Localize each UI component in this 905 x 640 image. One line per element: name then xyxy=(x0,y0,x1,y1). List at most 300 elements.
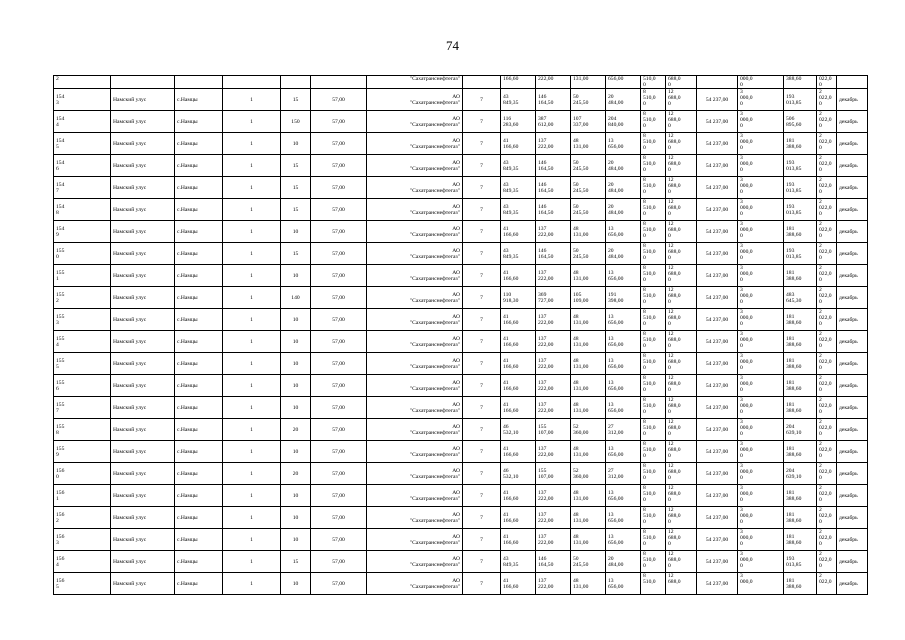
amount-9-cell: 181 388,60 xyxy=(784,573,817,595)
category-cell: 7 xyxy=(463,221,501,243)
table-row xyxy=(54,76,868,89)
settlement-cell: с.Намцы xyxy=(175,419,223,441)
settlement-cell: с.Намцы xyxy=(175,265,223,287)
amount-10-cell: 2 022,0 0 xyxy=(817,507,837,529)
category-cell: 7 xyxy=(463,573,501,595)
district-cell: Намский улус xyxy=(111,221,175,243)
amount-2-cell: 146 164,50 xyxy=(536,199,571,221)
settlement-cell: с.Намцы xyxy=(175,89,223,111)
amount-3-cell: 48 131,00 xyxy=(571,331,606,353)
amount-3-cell: 48 131,00 xyxy=(571,375,606,397)
table-row xyxy=(54,375,868,397)
settlement-cell: с.Намцы xyxy=(175,551,223,573)
amount-7-cell: 54 237,00 xyxy=(697,419,738,441)
organization-cell: АО "Сахатранснефтегаз" xyxy=(367,331,463,353)
amount-10-cell: 2 022,0 0 xyxy=(817,287,837,309)
month-cell: декабрь xyxy=(837,177,868,199)
amount-2-cell: 137 222,00 xyxy=(536,309,571,331)
amount-2-cell: 137 222,00 xyxy=(536,353,571,375)
settlement-cell: с.Намцы xyxy=(175,177,223,199)
settlement-cell: с.Намцы xyxy=(175,441,223,463)
organization-cell: АО "Сахатранснефтегаз" xyxy=(367,353,463,375)
amount-3-cell: 48 131,00 xyxy=(571,485,606,507)
month-cell xyxy=(837,76,868,89)
amount-8-cell: 3 000,0 0 xyxy=(738,353,784,375)
amount-6-cell: 12 688,0 0 xyxy=(666,309,697,331)
amount-9-cell: 193 013,85 xyxy=(784,243,817,265)
rate-cell: 57,00 xyxy=(311,199,367,221)
amount-4-cell: 13 656,00 xyxy=(606,375,641,397)
amount-5-cell: 8 510,0 0 xyxy=(641,111,666,133)
row-number-cell: 154 7 xyxy=(54,177,111,199)
organization-cell: АО "Сахатранснефтегаз" xyxy=(367,551,463,573)
amount-3-cell: 131,00 xyxy=(571,76,606,89)
organization-cell: АО "Сахатранснефтегаз" xyxy=(367,375,463,397)
amount-7-cell: 54 237,00 xyxy=(697,177,738,199)
district-cell: Намский улус xyxy=(111,177,175,199)
row-number-cell: 155 7 xyxy=(54,397,111,419)
row-number-cell: 155 0 xyxy=(54,243,111,265)
capacity-cell: 20 xyxy=(281,419,311,441)
count-cell: 1 xyxy=(223,199,281,221)
amount-3-cell: 48 131,00 xyxy=(571,507,606,529)
amount-2-cell: 137 222,00 xyxy=(536,331,571,353)
amount-10-cell: 2 022,0 xyxy=(817,573,837,595)
amount-9-cell: 193 013,85 xyxy=(784,551,817,573)
amount-9-cell: 193 013,85 xyxy=(784,89,817,111)
row-number-cell: 154 5 xyxy=(54,133,111,155)
district-cell: Намский улус xyxy=(111,155,175,177)
rate-cell: 57,00 xyxy=(311,265,367,287)
table-row xyxy=(54,199,868,221)
amount-3-cell: 50 245,50 xyxy=(571,155,606,177)
amount-6-cell: 12 688,0 0 xyxy=(666,133,697,155)
amount-7-cell xyxy=(697,76,738,89)
amount-10-cell: 2 022,0 0 xyxy=(817,397,837,419)
category-cell: 7 xyxy=(463,155,501,177)
rate-cell: 57,00 xyxy=(311,155,367,177)
amount-9-cell: 181 388,60 xyxy=(784,265,817,287)
amount-10-cell: 2 022,0 0 xyxy=(817,221,837,243)
organization-cell: АО "Сахатранснефтегаз" xyxy=(367,287,463,309)
amount-3-cell: 107 337,00 xyxy=(571,111,606,133)
settlement-cell: с.Намцы xyxy=(175,199,223,221)
table-row xyxy=(54,155,868,177)
count-cell: 1 xyxy=(223,331,281,353)
amount-1-cell: 41 166,60 xyxy=(501,331,536,353)
amount-9-cell: 204 639,10 xyxy=(784,463,817,485)
district-cell: Намский улус xyxy=(111,375,175,397)
month-cell: декабрь xyxy=(837,397,868,419)
data-table xyxy=(53,75,868,595)
district-cell: Намский улус xyxy=(111,419,175,441)
table-row xyxy=(54,353,868,375)
amount-3-cell: 48 131,00 xyxy=(571,309,606,331)
organization-cell: АО "Сахатранснефтегаз" xyxy=(367,441,463,463)
amount-5-cell: 8 510,0 0 xyxy=(641,397,666,419)
page-number: 74 xyxy=(446,38,459,53)
capacity-cell xyxy=(281,76,311,89)
capacity-cell: 15 xyxy=(281,155,311,177)
table-row xyxy=(54,221,868,243)
district-cell xyxy=(111,76,175,89)
count-cell: 1 xyxy=(223,485,281,507)
amount-4-cell: 20 484,00 xyxy=(606,243,641,265)
rate-cell: 57,00 xyxy=(311,573,367,595)
amount-10-cell: 2 022,0 0 xyxy=(817,331,837,353)
settlement-cell: с.Намцы xyxy=(175,309,223,331)
capacity-cell: 10 xyxy=(281,573,311,595)
district-cell: Намский улус xyxy=(111,331,175,353)
row-number-cell: 154 9 xyxy=(54,221,111,243)
settlement-cell: с.Намцы xyxy=(175,485,223,507)
amount-8-cell: 3 000,0 0 xyxy=(738,507,784,529)
amount-9-cell: 193 013,85 xyxy=(784,199,817,221)
rate-cell: 57,00 xyxy=(311,177,367,199)
row-number-cell: 156 0 xyxy=(54,463,111,485)
amount-2-cell: 137 222,00 xyxy=(536,133,571,155)
organization-cell: АО "Сахатранснефтегаз" xyxy=(367,529,463,551)
amount-10-cell: 2 022,0 0 xyxy=(817,243,837,265)
table-row xyxy=(54,309,868,331)
amount-2-cell: 137 222,00 xyxy=(536,375,571,397)
amount-4-cell: 20 484,00 xyxy=(606,155,641,177)
row-number-cell: 156 1 xyxy=(54,485,111,507)
amount-7-cell: 54 237,00 xyxy=(697,111,738,133)
rate-cell: 57,00 xyxy=(311,419,367,441)
amount-4-cell: 20 484,00 xyxy=(606,89,641,111)
amount-3-cell: 50 245,50 xyxy=(571,177,606,199)
month-cell: декабрь xyxy=(837,309,868,331)
settlement-cell: с.Намцы xyxy=(175,529,223,551)
table-row xyxy=(54,287,868,309)
table-row xyxy=(54,265,868,287)
row-number-cell: 155 6 xyxy=(54,375,111,397)
count-cell: 1 xyxy=(223,287,281,309)
district-cell: Намский улус xyxy=(111,441,175,463)
amount-6-cell: 12 688,0 xyxy=(666,573,697,595)
organization-cell: АО "Сахатранснефтегаз" xyxy=(367,199,463,221)
amount-3-cell: 48 131,00 xyxy=(571,133,606,155)
organization-cell: АО "Сахатранснефтегаз" xyxy=(367,221,463,243)
month-cell: декабрь xyxy=(837,265,868,287)
amount-8-cell: 3 000,0 0 xyxy=(738,485,784,507)
amount-10-cell: 2 022,0 0 xyxy=(817,89,837,111)
amount-1-cell: 41 166,60 xyxy=(501,441,536,463)
amount-4-cell: 27 312,00 xyxy=(606,419,641,441)
amount-7-cell: 54 237,00 xyxy=(697,155,738,177)
amount-7-cell: 54 237,00 xyxy=(697,375,738,397)
amount-7-cell: 54 237,00 xyxy=(697,331,738,353)
amount-1-cell: 46 532,10 xyxy=(501,419,536,441)
district-cell: Намский улус xyxy=(111,199,175,221)
amount-10-cell: 2 022,0 0 xyxy=(817,111,837,133)
category-cell: 7 xyxy=(463,507,501,529)
amount-8-cell: 3 000,0 0 xyxy=(738,529,784,551)
settlement-cell: с.Намцы xyxy=(175,331,223,353)
amount-10-cell: 022,0 0 xyxy=(817,76,837,89)
amount-2-cell: 155 107,00 xyxy=(536,463,571,485)
amount-2-cell: 137 222,00 xyxy=(536,529,571,551)
amount-10-cell: 2 022,0 0 xyxy=(817,529,837,551)
amount-3-cell: 52 360,00 xyxy=(571,419,606,441)
amount-8-cell: 3 000,0 0 xyxy=(738,199,784,221)
amount-9-cell: 388,60 xyxy=(784,76,817,89)
amount-5-cell: 8 510,0 0 xyxy=(641,199,666,221)
row-number-cell: 154 4 xyxy=(54,111,111,133)
capacity-cell: 10 xyxy=(281,353,311,375)
capacity-cell: 10 xyxy=(281,133,311,155)
count-cell: 1 xyxy=(223,309,281,331)
category-cell: 7 xyxy=(463,551,501,573)
amount-4-cell: 20 484,00 xyxy=(606,551,641,573)
amount-8-cell: 3 000,0 0 xyxy=(738,111,784,133)
table-row xyxy=(54,397,868,419)
amount-7-cell: 54 237,00 xyxy=(697,529,738,551)
amount-8-cell: 000,0 0 xyxy=(738,76,784,89)
category-cell: 7 xyxy=(463,441,501,463)
count-cell: 1 xyxy=(223,177,281,199)
amount-1-cell: 43 849,35 xyxy=(501,243,536,265)
amount-8-cell: 3 000,0 0 xyxy=(738,463,784,485)
amount-3-cell: 52 360,00 xyxy=(571,463,606,485)
amount-8-cell: 3 000,0 0 xyxy=(738,375,784,397)
amount-10-cell: 2 022,0 0 xyxy=(817,133,837,155)
table-row xyxy=(54,331,868,353)
amount-4-cell: 13 656,00 xyxy=(606,265,641,287)
rate-cell: 57,00 xyxy=(311,89,367,111)
amount-9-cell: 181 388,60 xyxy=(784,507,817,529)
month-cell: декабрь xyxy=(837,573,868,595)
amount-7-cell: 54 237,00 xyxy=(697,507,738,529)
table-row xyxy=(54,419,868,441)
district-cell: Намский улус xyxy=(111,485,175,507)
amount-7-cell: 54 237,00 xyxy=(697,221,738,243)
category-cell: 7 xyxy=(463,243,501,265)
amount-8-cell: 3 000,0 0 xyxy=(738,441,784,463)
amount-2-cell: 369 727,00 xyxy=(536,287,571,309)
amount-5-cell: 8 510,0 0 xyxy=(641,441,666,463)
row-number-cell: 156 3 xyxy=(54,529,111,551)
amount-6-cell: 12 688,0 0 xyxy=(666,199,697,221)
amount-10-cell: 2 022,0 0 xyxy=(817,485,837,507)
settlement-cell: с.Намцы xyxy=(175,111,223,133)
amount-3-cell: 50 245,50 xyxy=(571,243,606,265)
amount-2-cell: 146 164,50 xyxy=(536,155,571,177)
rate-cell: 57,00 xyxy=(311,551,367,573)
capacity-cell: 10 xyxy=(281,485,311,507)
amount-3-cell: 48 131,00 xyxy=(571,573,606,595)
district-cell: Намский улус xyxy=(111,111,175,133)
organization-cell: АО "Сахатранснефтегаз" xyxy=(367,177,463,199)
amount-1-cell: 41 166,60 xyxy=(501,507,536,529)
amount-7-cell: 54 237,00 xyxy=(697,573,738,595)
rate-cell xyxy=(311,76,367,89)
month-cell: декабрь xyxy=(837,111,868,133)
rate-cell: 57,00 xyxy=(311,485,367,507)
amount-1-cell: 41 166,60 xyxy=(501,133,536,155)
rate-cell: 57,00 xyxy=(311,243,367,265)
capacity-cell: 15 xyxy=(281,177,311,199)
organization-cell: АО "Сахатранснефтегаз" xyxy=(367,463,463,485)
row-number-cell: 155 1 xyxy=(54,265,111,287)
amount-3-cell: 48 131,00 xyxy=(571,441,606,463)
table-row xyxy=(54,111,868,133)
month-cell: декабрь xyxy=(837,551,868,573)
row-number-cell: 154 6 xyxy=(54,155,111,177)
capacity-cell: 10 xyxy=(281,265,311,287)
amount-9-cell: 193 013,85 xyxy=(784,155,817,177)
capacity-cell: 15 xyxy=(281,89,311,111)
amount-6-cell: 12 688,0 0 xyxy=(666,111,697,133)
settlement-cell: с.Намцы xyxy=(175,573,223,595)
district-cell: Намский улус xyxy=(111,89,175,111)
amount-4-cell: 204 840,00 xyxy=(606,111,641,133)
amount-10-cell: 2 022,0 0 xyxy=(817,265,837,287)
organization-cell: АО "Сахатранснефтегаз" xyxy=(367,419,463,441)
amount-7-cell: 54 237,00 xyxy=(697,89,738,111)
amount-6-cell: 12 688,0 0 xyxy=(666,463,697,485)
amount-3-cell: 50 245,50 xyxy=(571,551,606,573)
amount-7-cell: 54 237,00 xyxy=(697,199,738,221)
amount-1-cell: 41 166,60 xyxy=(501,573,536,595)
rate-cell: 57,00 xyxy=(311,353,367,375)
capacity-cell: 10 xyxy=(281,441,311,463)
category-cell: 7 xyxy=(463,133,501,155)
amount-4-cell: 13 656,00 xyxy=(606,507,641,529)
count-cell: 1 xyxy=(223,375,281,397)
amount-5-cell: 8 510,0 0 xyxy=(641,265,666,287)
amount-1-cell: 116 283,60 xyxy=(501,111,536,133)
amount-5-cell: 8 510,0 0 xyxy=(641,309,666,331)
count-cell: 1 xyxy=(223,111,281,133)
rate-cell: 57,00 xyxy=(311,463,367,485)
category-cell: 7 xyxy=(463,177,501,199)
amount-1-cell: 41 166,60 xyxy=(501,529,536,551)
count-cell: 1 xyxy=(223,529,281,551)
settlement-cell: с.Намцы xyxy=(175,221,223,243)
amount-6-cell: 688,0 0 xyxy=(666,76,697,89)
category-cell: 7 xyxy=(463,309,501,331)
amount-2-cell: 387 612,00 xyxy=(536,111,571,133)
amount-1-cell: 41 166,60 xyxy=(501,485,536,507)
amount-4-cell: 13 656,00 xyxy=(606,441,641,463)
amount-1-cell: 46 532,10 xyxy=(501,463,536,485)
amount-7-cell: 54 237,00 xyxy=(697,463,738,485)
amount-7-cell: 54 237,00 xyxy=(697,551,738,573)
amount-5-cell: 8 510,0 0 xyxy=(641,551,666,573)
amount-2-cell: 222,00 xyxy=(536,76,571,89)
amount-6-cell: 12 688,0 0 xyxy=(666,397,697,419)
capacity-cell: 10 xyxy=(281,309,311,331)
amount-2-cell: 137 222,00 xyxy=(536,221,571,243)
amount-6-cell: 12 688,0 0 xyxy=(666,551,697,573)
organization-cell: АО "Сахатранснефтегаз" xyxy=(367,133,463,155)
amount-5-cell: 8 510,0 0 xyxy=(641,287,666,309)
count-cell: 1 xyxy=(223,221,281,243)
amount-4-cell: 13 656,00 xyxy=(606,529,641,551)
amount-6-cell: 12 688,0 0 xyxy=(666,375,697,397)
month-cell: декабрь xyxy=(837,155,868,177)
district-cell: Намский улус xyxy=(111,529,175,551)
amount-9-cell: 181 388,60 xyxy=(784,397,817,419)
amount-4-cell: 13 656,00 xyxy=(606,573,641,595)
district-cell: Намский улус xyxy=(111,133,175,155)
amount-8-cell: 3 000,0 xyxy=(738,573,784,595)
amount-7-cell: 54 237,00 xyxy=(697,397,738,419)
amount-4-cell: 13 656,00 xyxy=(606,221,641,243)
rate-cell: 57,00 xyxy=(311,133,367,155)
amount-8-cell: 3 000,0 0 xyxy=(738,287,784,309)
amount-10-cell: 2 022,0 0 xyxy=(817,309,837,331)
row-number-cell: 156 5 xyxy=(54,573,111,595)
amount-10-cell: 2 022,0 0 xyxy=(817,419,837,441)
month-cell: декабрь xyxy=(837,375,868,397)
amount-3-cell: 48 131,00 xyxy=(571,397,606,419)
amount-2-cell: 146 164,50 xyxy=(536,243,571,265)
row-number-cell: 155 5 xyxy=(54,353,111,375)
settlement-cell: с.Намцы xyxy=(175,397,223,419)
settlement-cell: с.Намцы xyxy=(175,133,223,155)
amount-9-cell: 181 388,60 xyxy=(784,331,817,353)
month-cell: декабрь xyxy=(837,463,868,485)
organization-cell: АО "Сахатранснефтегаз" xyxy=(367,111,463,133)
count-cell: 1 xyxy=(223,573,281,595)
month-cell: декабрь xyxy=(837,507,868,529)
organization-cell: АО "Сахатранснефтегаз" xyxy=(367,89,463,111)
amount-8-cell: 3 000,0 0 xyxy=(738,243,784,265)
amount-9-cell: 483 645,30 xyxy=(784,287,817,309)
rate-cell: 57,00 xyxy=(311,287,367,309)
amount-2-cell: 155 107,00 xyxy=(536,419,571,441)
amount-8-cell: 3 000,0 0 xyxy=(738,133,784,155)
category-cell: 7 xyxy=(463,331,501,353)
row-number-cell: 2 xyxy=(54,76,111,89)
amount-1-cell: 43 849,35 xyxy=(501,155,536,177)
row-number-cell: 155 9 xyxy=(54,441,111,463)
district-cell: Намский улус xyxy=(111,243,175,265)
amount-4-cell: 656,00 xyxy=(606,76,641,89)
rate-cell: 57,00 xyxy=(311,441,367,463)
amount-6-cell: 12 688,0 0 xyxy=(666,485,697,507)
amount-4-cell: 13 656,00 xyxy=(606,331,641,353)
amount-9-cell: 181 388,60 xyxy=(784,485,817,507)
month-cell: декабрь xyxy=(837,419,868,441)
rate-cell: 57,00 xyxy=(311,221,367,243)
rate-cell: 57,00 xyxy=(311,529,367,551)
amount-9-cell: 506 895,60 xyxy=(784,111,817,133)
rate-cell: 57,00 xyxy=(311,507,367,529)
amount-1-cell: 41 166,60 xyxy=(501,309,536,331)
organization-cell: АО "Сахатранснефтегаз" xyxy=(367,243,463,265)
amount-1-cell: 166,60 xyxy=(501,76,536,89)
count-cell: 1 xyxy=(223,551,281,573)
rate-cell: 57,00 xyxy=(311,397,367,419)
amount-5-cell: 8 510,0 0 xyxy=(641,331,666,353)
amount-5-cell: 8 510,0 0 xyxy=(641,155,666,177)
count-cell: 1 xyxy=(223,419,281,441)
settlement-cell xyxy=(175,76,223,89)
table-row xyxy=(54,485,868,507)
amount-5-cell: 510,0 0 xyxy=(641,76,666,89)
district-cell: Намский улус xyxy=(111,287,175,309)
amount-5-cell: 8 510,0 xyxy=(641,573,666,595)
amount-1-cell: 41 166,60 xyxy=(501,353,536,375)
amount-5-cell: 8 510,0 0 xyxy=(641,221,666,243)
organization-cell: "Сахатранснефтегаз" xyxy=(367,76,463,89)
amount-10-cell: 2 022,0 0 xyxy=(817,441,837,463)
amount-2-cell: 146 164,50 xyxy=(536,551,571,573)
